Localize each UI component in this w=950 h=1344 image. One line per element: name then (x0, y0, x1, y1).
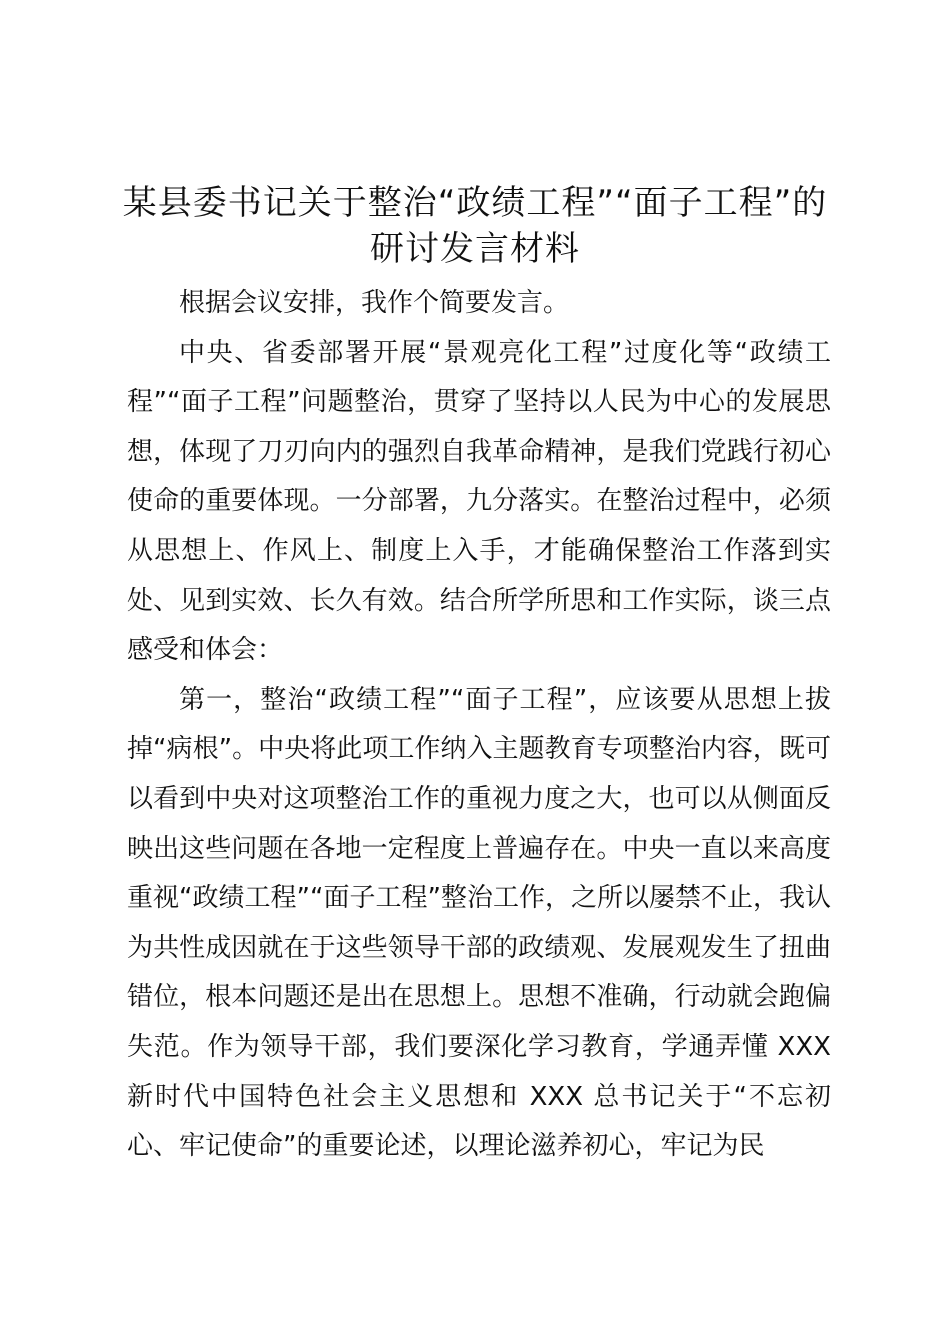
paragraph-background: 中央、省委部署开展“景观亮化工程”过度化等“政绩工程”“面子工程”问题整治，贯穿了坚持以人民为中心的发展思想，体现了刀刃向内的强烈自我革命精神，是我们党践行初心使命的重要体现。一分部署，九分落实。在整治过程中，必须从思想上、作风上、制度上入手，才能确保整治工作落到实处、见到实效、长久有效。结合所学所思和工作实际，谈三点感受和体会： (127, 337, 831, 666)
paragraph-opening: 根据会议安排，我作个简要发言。 (179, 288, 570, 318)
document-body (127, 279, 831, 1172)
document-title: 某县委书记关于整治“政绩工程”“面子工程”的研讨发言材料 (122, 183, 828, 269)
paragraph-point-one: 第一，整治“政绩工程”“面子工程”，应该要从思想上拔掉“病根”。中央将此项工作纳入主题教育专项整治内容，既可以看到中央对这项整治工作的重视力度之大，也可以从侧面反映出这些问题在各地一定程度上普遍存在。中央一直以来高度重视“政绩工程”“面子工程”整治工作，之所以屡禁不止，我认为共性成因就在于这些领导干部的政绩观、发展观发生了扭曲错位，根本问题还是出在思想上。思想不准确，行动就会跑偏失范。作为领导干部，我们要深化学习教育，学通弄懂 XXX 新时代中国特色社会主义思想和 XXX 总书记关于“不忘初心、牢记使命”的重要论述，以理论滋养初心，牢记为民 (127, 684, 831, 1162)
